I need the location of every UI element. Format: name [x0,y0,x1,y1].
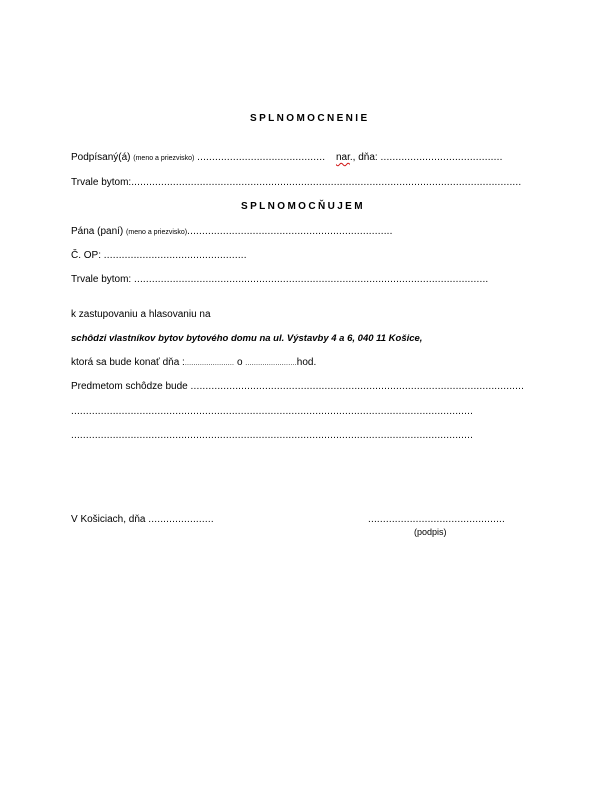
meeting-hour-label: hod. [296,357,317,368]
proxy-label: Pána (paní) [71,226,124,237]
proxy-address-dots: ....................................................................................................................... [133,274,489,285]
signer-address-label: Trvale bytom: [71,177,132,188]
place-date-line [71,514,214,525]
agenda-dots-line-2: ....................................................................................................................................... [71,406,474,417]
proxy-name-dots: ..................................................................... [187,226,393,237]
signer-line [71,152,503,163]
meeting-time-dots: ........................ [245,360,297,367]
agenda-dots-line-3: ....................................................................................................................................... [71,430,474,441]
signature-label: (podpis) [414,527,447,537]
proxy-address-label: Trvale bytom: [71,274,132,285]
proxy-address-line [71,274,488,285]
meeting-date-line [71,357,316,368]
birth-date-label: ., dňa: [349,152,378,163]
agenda-label: Predmetom schôdze bude [71,381,188,392]
signer-address-dots: ................................................................................................................................... [131,177,522,188]
id-card-line [71,250,247,261]
place-date-label: V Košiciach, dňa [71,514,146,525]
signer-name-dots: ........................................... [197,152,326,163]
signer-hint: (meno a priezvisko) [133,155,195,162]
meeting-description: schôdzi vlastníkov bytov bytového domu na ul. Výstavby 4 a 6, 040 11 Košice, [71,333,423,344]
signer-label: Podpísaný(á) [71,152,131,163]
birth-abbrev: nar [335,152,350,163]
signature-dots: .............................................. [368,514,506,525]
meeting-time-label: o [234,357,246,368]
id-card-label: Č. OP: [71,250,102,261]
agenda-line [71,381,524,392]
signer-address-line [71,177,521,188]
place-date-dots: ...................... [148,514,214,525]
agenda-dots: ................................................................................................................ [190,381,525,392]
meeting-date-label: ktorá sa bude konať dňa : [71,357,185,368]
proxy-hint: (meno a priezvisko) [126,229,188,236]
proxy-line [71,226,393,237]
id-card-dots: ................................................ [103,250,247,261]
meeting-date-dots: ....................... [184,360,235,367]
birth-date-dots: ......................................... [380,152,503,163]
purpose-line: k zastupovaniu a hlasovaniu na [71,309,211,320]
document-title: SPLNOMOCNENIE [250,113,370,124]
document-subtitle: SPLNOMOCŇUJEM [241,201,365,212]
